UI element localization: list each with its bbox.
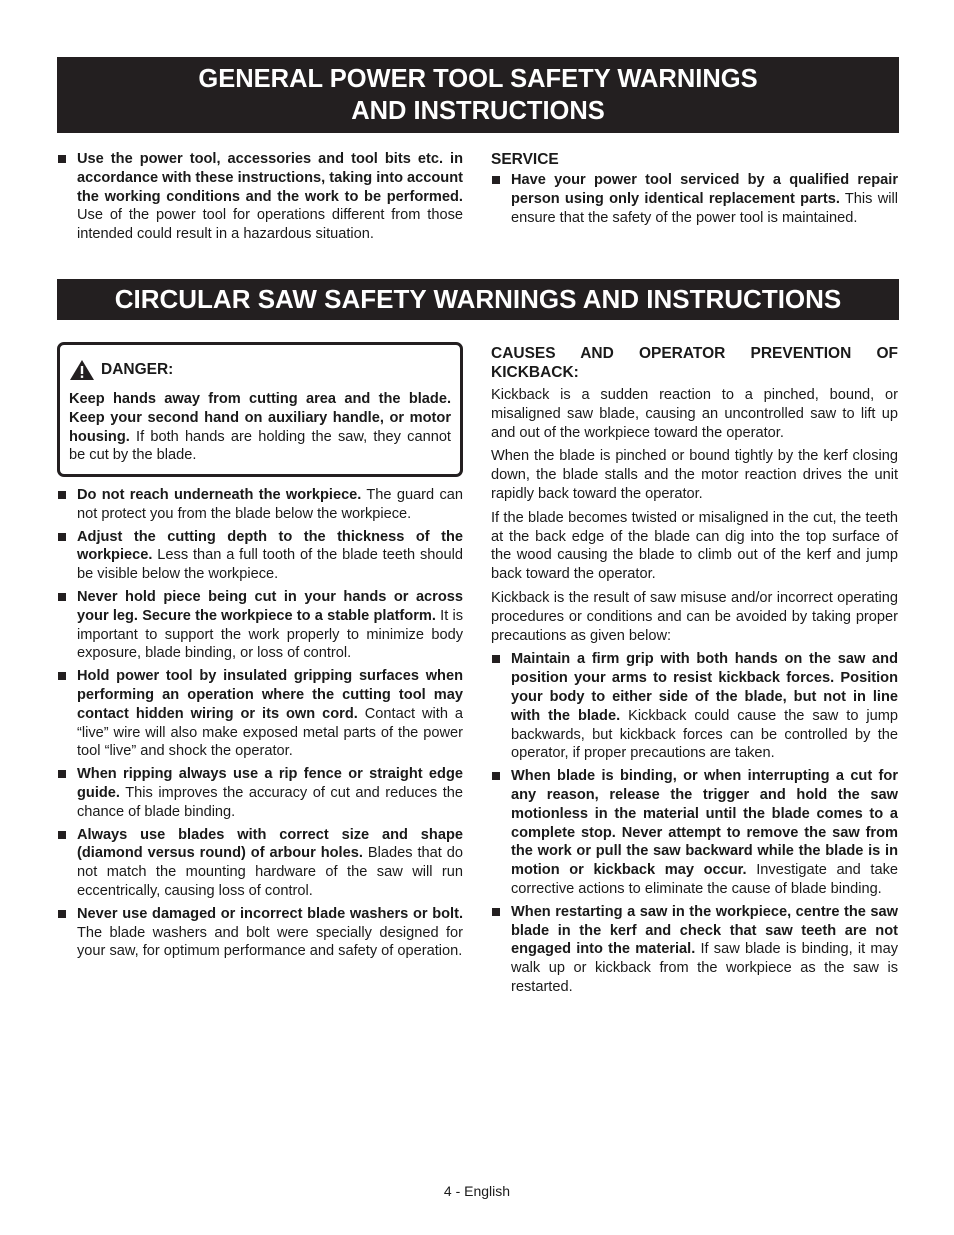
list-item xyxy=(57,486,463,524)
bullet-text: This will ensure that the safety of the power tool is maintained. xyxy=(511,190,898,226)
bullet-text: It is important to support the work properly to minimize body exposure, blade binding, or loss of control. xyxy=(77,607,463,662)
bullet-bold-text: Hold power tool by insulated gripping surfaces when performing an operation where the cutting tool may contact hidden wiring or its own cord. xyxy=(77,668,463,722)
bullet-square-icon xyxy=(58,672,66,680)
bullet-bold-text: Never hold piece being cut in your hands or across your leg. Secure the workpiece to a stable platform. xyxy=(77,588,463,624)
list-item xyxy=(491,767,898,899)
bullet-square-icon xyxy=(58,910,66,918)
bullet-bold-text: Do not reach underneath the workpiece. xyxy=(77,487,362,503)
bullet-bold-text: When blade is binding, or when interrupting a cut for any reason, release the trigger and hold the saw motionless in the material until the blade comes to a complete stop. Never attempt to remove the saw from the work or pull the saw backward while the blade is in motion or kickback may occur. xyxy=(511,768,898,879)
list-item xyxy=(57,667,463,761)
circular-left-column xyxy=(57,486,463,961)
list-item xyxy=(57,826,463,901)
bullet-bold-text: Maintain a firm grip with both hands on the saw and position your arms to resist kickback forces. Position your body to either side of the blade, but not in line with the blade. xyxy=(511,651,898,724)
general-banner-line2: AND INSTRUCTIONS xyxy=(351,97,605,125)
bullet-bold-text: Adjust the cutting depth to the thickness of the workpiece. xyxy=(77,528,463,564)
bullet-text: Contact with a “live” wire will also make exposed metal parts of the power tool “live” and shock the operator. xyxy=(77,705,463,760)
bullet-text: The blade washers and bolt were specially designed for your saw, for optimum performance and safety of operation. xyxy=(77,924,463,960)
bullet-text: Use of the power tool for operations different from those intended could result in a hazardous situation. xyxy=(77,207,463,243)
kickback-paragraph: Kickback is a sudden reaction to a pinched, bound, or misaligned saw blade, causing an uncontrolled saw to lift up and out of the workpiece toward the operator. xyxy=(491,387,898,441)
kickback-paragraph: If the blade becomes twisted or misaligned in the cut, the teeth at the back edge of the blade can dig into the top surface of the wood causing the blade to climb out of the kerf and jump back toward the operator. xyxy=(491,509,898,583)
bullet-square-icon xyxy=(58,770,66,778)
general-left-column xyxy=(57,150,463,244)
danger-box xyxy=(57,342,463,477)
bullet-bold-text: When ripping always use a rip fence or straight edge guide. xyxy=(77,766,463,801)
list-item xyxy=(57,528,463,584)
bullet-square-icon xyxy=(58,831,66,839)
warning-triangle-icon xyxy=(69,359,95,381)
kickback-heading: CAUSES AND OPERATOR PREVENTION OF KICKBACK: xyxy=(491,345,898,381)
kickback-paragraph: When the blade is pinched or bound tightly by the kerf closing down, the blade stalls and the motor reaction drives the unit rapidly back toward the operator. xyxy=(491,448,898,502)
bullet-bold-text: When restarting a saw in the workpiece, centre the saw blade in the kerf and check that saw teeth are not engaged into the material. xyxy=(511,903,898,958)
danger-text xyxy=(69,390,451,465)
bullet-bold-text: Never use damaged or incorrect blade washers or bolt. xyxy=(77,905,463,922)
bullet-square-icon xyxy=(58,491,66,499)
danger-body-text: If both hands are holding the saw, they cannot be cut by the blade. xyxy=(69,428,451,464)
list-item xyxy=(57,765,463,821)
list-item xyxy=(57,150,463,244)
bullet-square-icon xyxy=(492,772,500,780)
kickback-column xyxy=(491,344,898,997)
bullet-text: The guard can not protect you from the blade below the workpiece. xyxy=(77,487,463,522)
bullet-text: This improves the accuracy of cut and reduces the chance of blade binding. xyxy=(77,784,463,820)
bullet-square-icon xyxy=(58,533,66,541)
bullet-text: Investigate and take corrective actions to eliminate the cause of blade binding. xyxy=(511,862,899,897)
bullet-text: If saw blade is binding, it may walk up or kickback from the workpiece as the saw is restarted. xyxy=(511,941,898,995)
list-item xyxy=(491,171,898,227)
bullet-bold-text: Use the power tool, accessories and tool bits etc. in accordance with these instructions, taking into account the working conditions and the work to be performed. xyxy=(77,151,463,205)
list-item xyxy=(57,905,463,961)
service-column xyxy=(491,150,898,227)
list-item xyxy=(491,903,898,997)
bullet-square-icon xyxy=(492,176,500,184)
danger-label: DANGER: xyxy=(101,360,174,378)
page-footer: 4 - English xyxy=(443,1183,511,1199)
bullet-bold-text: Always use blades with correct size and shape (diamond versus round) of arbour holes. xyxy=(77,826,463,862)
list-item xyxy=(57,588,463,663)
danger-bold-text: Keep hands away from cutting area and the blade. Keep your second hand on auxiliary handle, or motor housing. xyxy=(69,391,451,445)
kickback-paragraph: Kickback is the result of saw misuse and/or incorrect operating procedures or conditions and can be avoided by taking proper precautions as given below: xyxy=(491,589,898,644)
general-safety-banner xyxy=(57,57,899,133)
circular-saw-banner: CIRCULAR SAW SAFETY WARNINGS AND INSTRUCTIONS xyxy=(57,279,899,320)
bullet-text: Less than a full tooth of the blade teeth should be visible below the workpiece. xyxy=(77,547,463,583)
bullet-text: Blades that do not match the mounting hardware of the saw will run eccentrically, causing loss of control. xyxy=(77,845,463,899)
general-banner-line1: GENERAL POWER TOOL SAFETY WARNINGS xyxy=(198,65,758,93)
bullet-bold-text: Have your power tool serviced by a qualified repair person using only identical replacement parts. xyxy=(511,172,898,207)
danger-header xyxy=(69,359,451,381)
list-item xyxy=(491,650,898,763)
bullet-square-icon xyxy=(58,593,66,601)
bullet-square-icon xyxy=(492,908,500,916)
service-heading: SERVICE xyxy=(491,151,559,168)
bullet-square-icon xyxy=(58,155,66,163)
bullet-text: Kickback could cause the saw to jump backwards, but kickback forces can be controlled by the operator, if proper precautions are taken. xyxy=(511,707,899,762)
bullet-square-icon xyxy=(492,655,500,663)
